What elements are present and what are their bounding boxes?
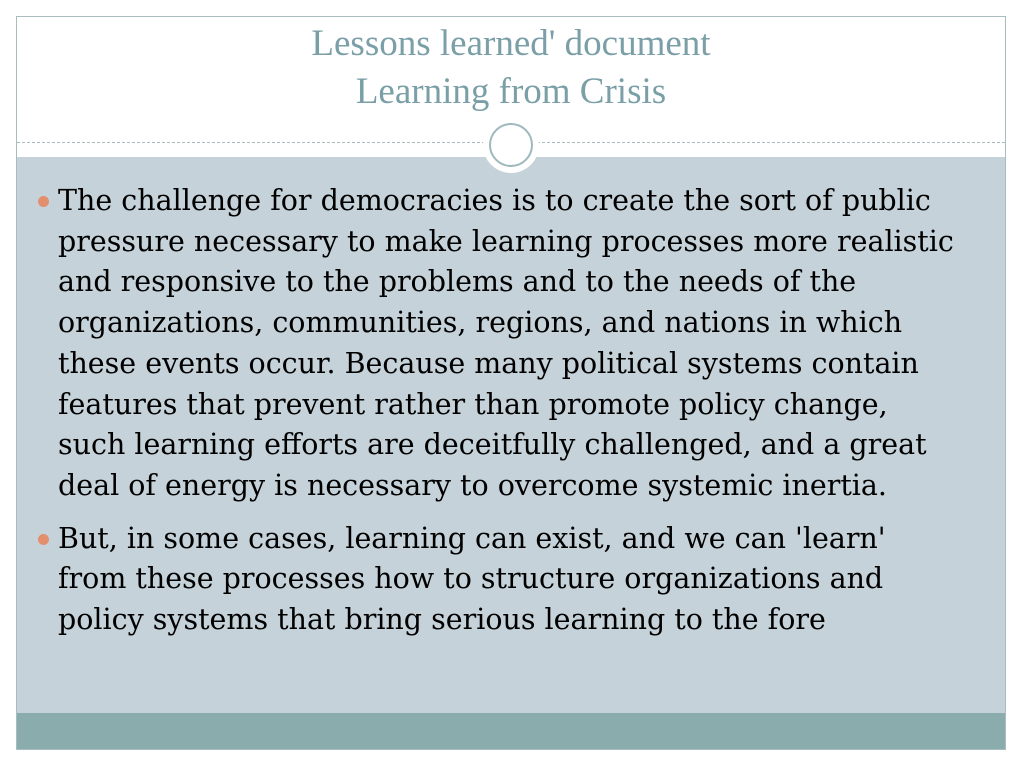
bullet-list xyxy=(38,181,958,653)
bullet-text: But, in some cases, learning can exist, and we can 'learn' from these processes how to structure organizations and policy systems that bring serious learning to the fore xyxy=(58,521,886,637)
bullet-dot-icon xyxy=(38,534,49,545)
ring-icon xyxy=(489,123,533,167)
slide-title-line-1: Lessons learned' document xyxy=(311,23,711,64)
bullet-item xyxy=(38,181,958,507)
bullet-dot-icon xyxy=(38,196,49,207)
slide-title-line-2: Learning from Crisis xyxy=(355,71,667,112)
circle-ornament-icon xyxy=(483,117,539,173)
bullet-item xyxy=(38,519,958,641)
footer-bar xyxy=(17,713,1005,749)
bullet-text: The challenge for democracies is to create the sort of public pressure necessary to make learning processes more realistic and responsive to the problems and to the needs of the organizations, communities, regions, and nations in which these events occur. Because many political systems contain features that prevent rather than promote policy change, such learning efforts are deceitfully challenged, and a great deal of energy is necessary to overcome systemic inertia. xyxy=(58,184,954,502)
